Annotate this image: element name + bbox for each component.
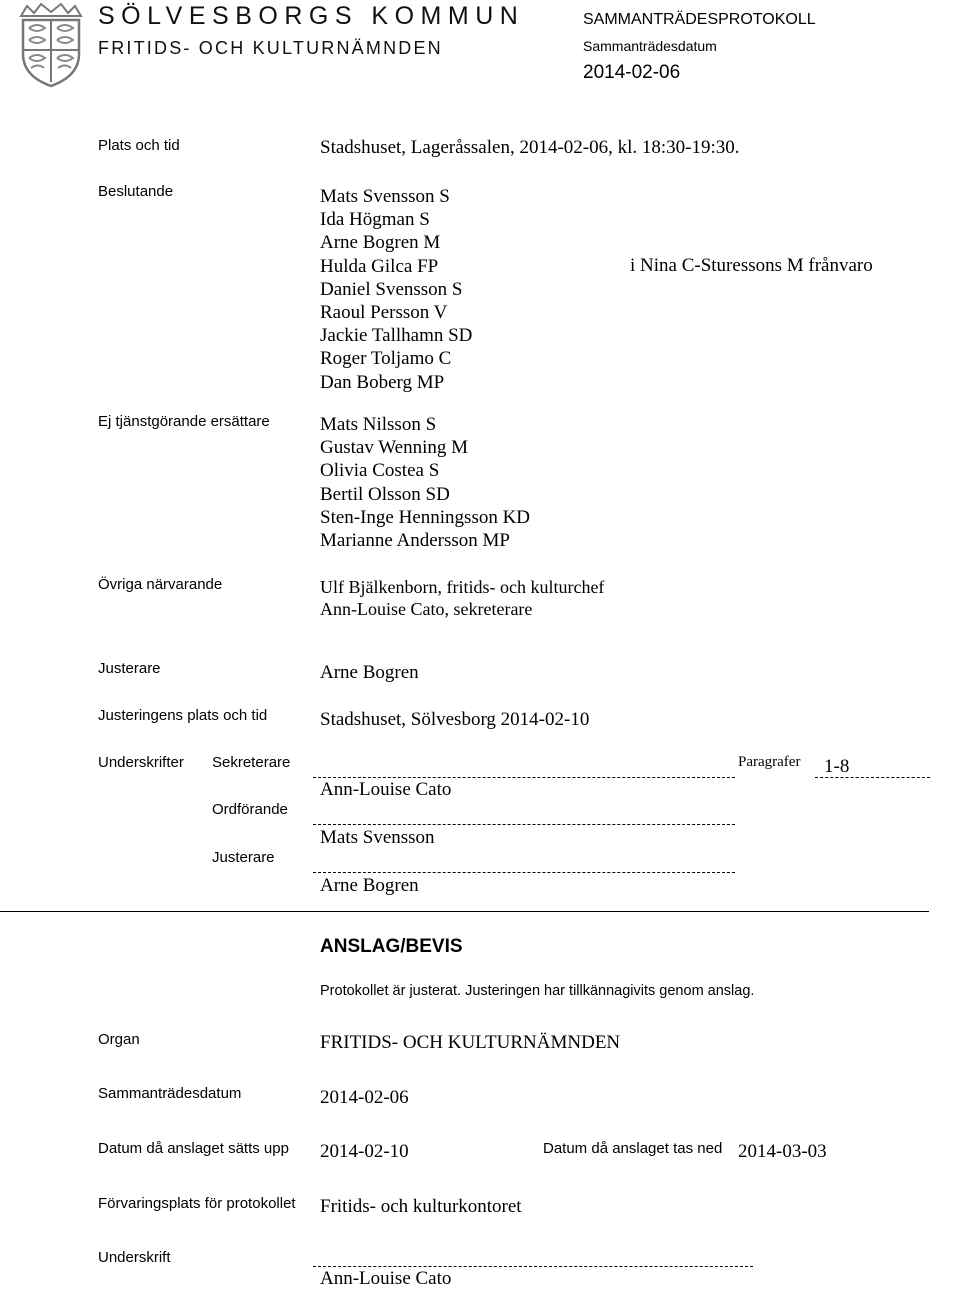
adjust-place-value: Stadshuset, Sölvesborg 2014-02-10 [320,709,590,730]
removed-value: 2014-03-03 [738,1141,827,1162]
list-item: Dan Boberg MP [320,371,445,393]
list-item: Bertil Olsson SD [320,483,450,505]
signature-line [313,777,735,778]
others-item: Ulf Bjälkenborn, fritids- och kulturchef [320,577,605,597]
list-item: Roger Toljamo C [320,348,452,370]
list-item: Arne Bogren M [320,232,441,254]
substitutes-list [320,413,530,552]
notice-date-label: Sammanträdesdatum [98,1085,242,1102]
list-item: Jackie Tallhamn SD [320,325,473,347]
board-name: FRITIDS- OCH KULTURNÄMNDEN [98,38,443,58]
list-item: Olivia Costea S [320,460,440,482]
section-divider [0,911,929,912]
deciding-label: Beslutande [98,183,174,200]
signature-line [313,824,735,825]
secretary-label: Sekreterare [212,754,291,771]
deciding-list [320,185,472,394]
coat-of-arms-logo [17,2,85,88]
header-date: 2014-02-06 [583,62,681,83]
notice-text: Protokollet är justerat. Justeringen har tillkännagivits genom anslag. [320,983,755,999]
sign-adjuster-label: Justerare [212,849,275,866]
chair-name: Mats Svensson [320,827,435,848]
list-item: Mats Svensson S [320,186,450,207]
notice-date-value: 2014-02-06 [320,1087,409,1108]
municipality-name: SÖLVESBORGS KOMMUN [98,2,525,30]
chair-label: Ordförande [212,801,288,818]
place-label: Plats och tid [98,137,180,154]
doc-type: SAMMANTRÄDESPROTOKOLL [583,11,816,28]
list-item: Daniel Svensson S [320,278,463,300]
absence-note: i Nina C-Sturessons M frånvaro [630,255,873,276]
notice-title: ANSLAG/BEVIS [320,936,463,957]
list-item: Hulda Gilca FP [320,255,439,277]
adjust-place-label: Justeringens plats och tid [98,707,268,724]
sign-adjuster-name: Arne Bogren [320,875,419,896]
secretary-name: Ann-Louise Cato [320,779,452,800]
posted-value: 2014-02-10 [320,1141,409,1162]
storage-value: Fritids- och kulturkontoret [320,1196,522,1217]
others-item: Ann-Louise Cato, sekreterare [320,599,533,619]
posted-label: Datum då anslaget sätts upp [98,1140,289,1157]
organ-value: FRITIDS- OCH KULTURNÄMNDEN [320,1032,621,1053]
signature-name: Ann-Louise Cato [320,1268,452,1289]
list-item: Gustav Wenning M [320,437,469,459]
paragraph-line [815,777,930,778]
paragraphs-value: 1-8 [824,756,850,777]
signature-line [313,872,735,873]
others-label: Övriga närvarande [98,576,223,593]
list-item: Sten-Inge Henningsson KD [320,506,531,528]
list-item: Ida Högman S [320,209,430,231]
storage-label: Förvaringsplats för protokollet [98,1195,296,1212]
signatures-label: Underskrifter [98,754,184,771]
removed-label: Datum då anslaget tas ned [543,1140,723,1157]
list-item: Marianne Andersson MP [320,530,510,552]
organ-label: Organ [98,1031,140,1048]
list-item: Raoul Persson V [320,302,448,324]
adjuster-label: Justerare [98,660,161,677]
paragraphs-label: Paragrafer [738,754,801,770]
substitutes-label: Ej tjänstgörande ersättare [98,413,270,430]
list-item: Mats Nilsson S [320,414,437,435]
place-value: Stadshuset, Lageråssalen, 2014-02-06, kl. 18:30-19:30. [320,137,740,158]
signature-label: Underskrift [98,1249,171,1266]
header-date-label: Sammanträdesdatum [583,38,717,54]
signature-line [313,1266,753,1267]
adjuster-value: Arne Bogren [320,662,419,683]
